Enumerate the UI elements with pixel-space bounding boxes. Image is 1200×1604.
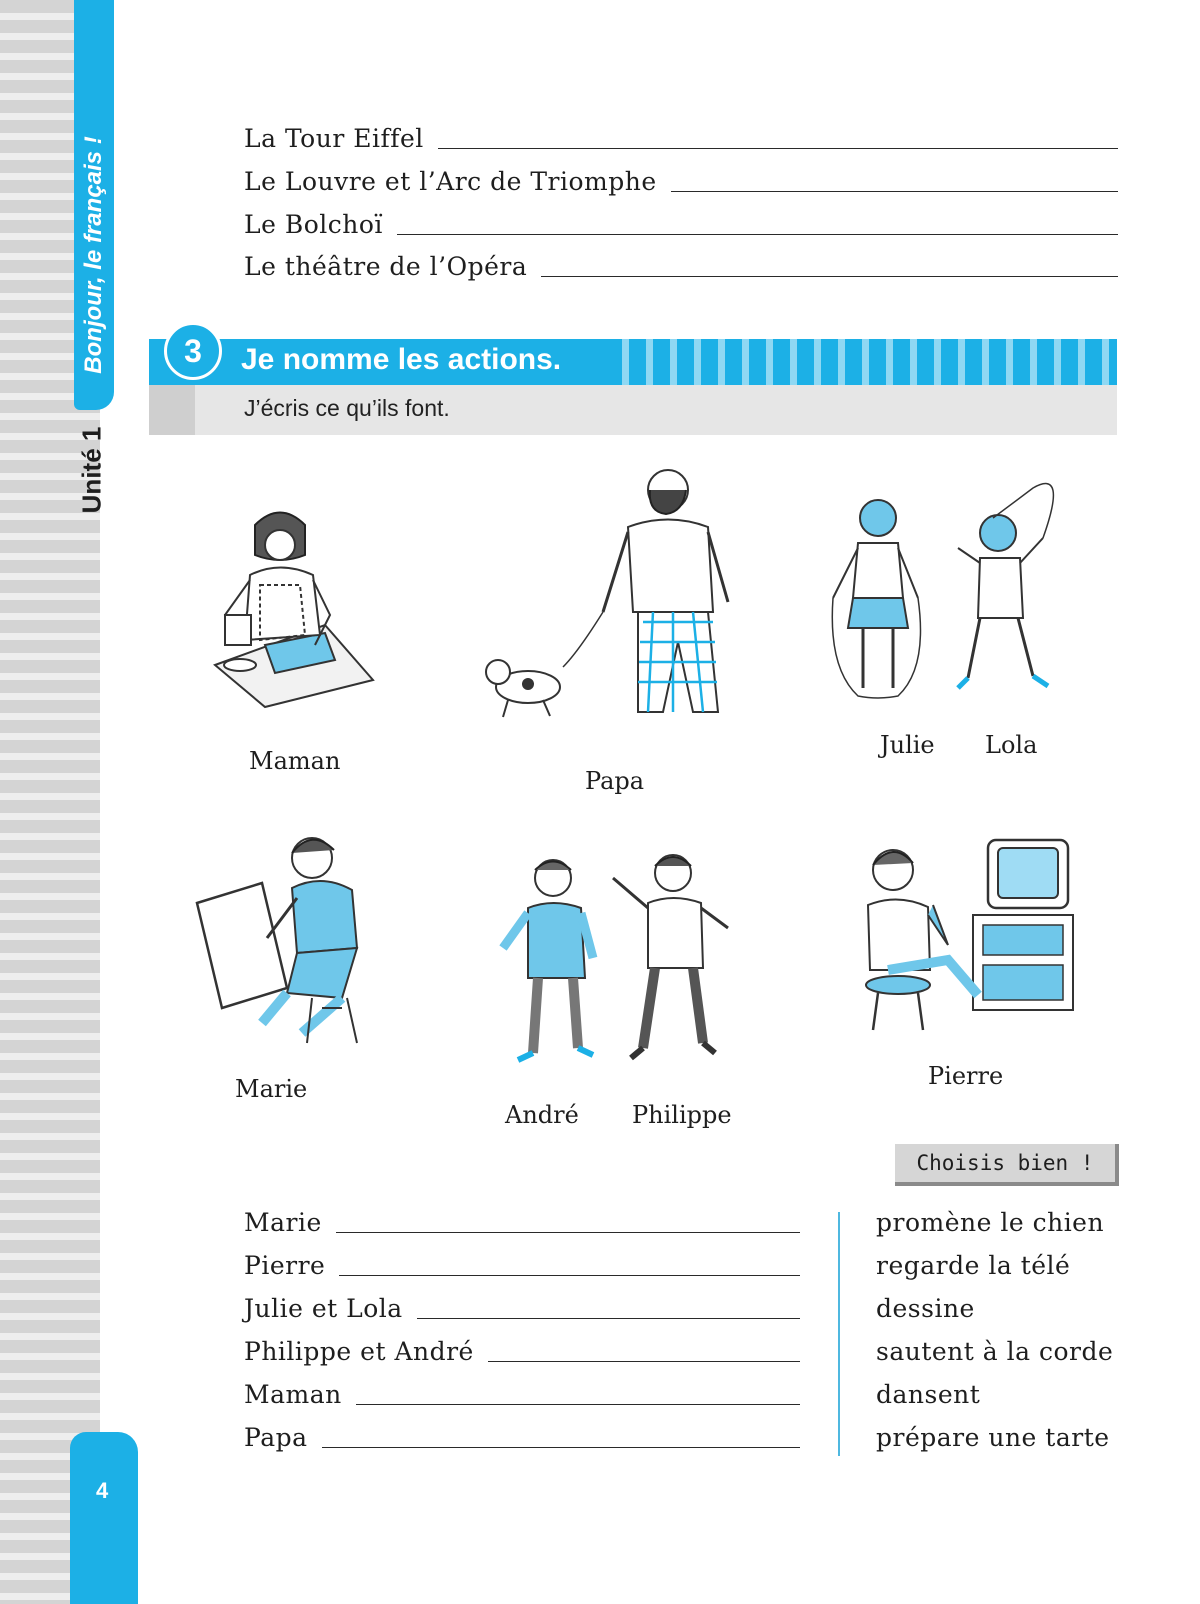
action-option: prépare une tarte bbox=[876, 1423, 1110, 1452]
caption-philippe: Philippe bbox=[632, 1101, 732, 1129]
answer-line[interactable] bbox=[671, 191, 1118, 192]
papa-walking-dog-illustration bbox=[468, 462, 758, 742]
answer-row bbox=[244, 1251, 800, 1280]
maman-baking-illustration bbox=[205, 495, 375, 710]
answer-subject: Julie et Lola bbox=[244, 1294, 403, 1323]
marie-drawing-illustration bbox=[192, 828, 377, 1058]
exercise-number: 3 bbox=[164, 322, 222, 380]
action-option: regarde la télé bbox=[876, 1251, 1071, 1280]
column-divider bbox=[838, 1212, 840, 1456]
answer-row bbox=[244, 1337, 800, 1366]
caption-julie: Julie bbox=[880, 731, 935, 759]
caption-papa: Papa bbox=[585, 767, 645, 795]
answer-line[interactable] bbox=[356, 1404, 800, 1405]
answer-subject: Marie bbox=[244, 1208, 322, 1237]
page-number-tab bbox=[70, 1432, 138, 1604]
action-option: dansent bbox=[876, 1380, 981, 1409]
answer-subject: Maman bbox=[244, 1380, 342, 1409]
landmark-label: Le Louvre et l’Arc de Triomphe bbox=[244, 167, 657, 196]
pierre-watching-tv-illustration bbox=[858, 835, 1088, 1035]
landmark-row bbox=[244, 124, 1118, 153]
landmark-label: Le théâtre de l’Opéra bbox=[244, 252, 528, 281]
hint-box: Choisis bien ! bbox=[895, 1144, 1119, 1186]
julie-lola-jump-rope-illustration bbox=[818, 478, 1088, 708]
action-option: sautent à la corde bbox=[876, 1337, 1114, 1366]
instruction-bar-edge bbox=[149, 385, 195, 435]
spine-title: Bonjour, le français ! bbox=[80, 136, 107, 374]
caption-maman: Maman bbox=[249, 747, 341, 775]
landmark-row bbox=[244, 252, 1118, 281]
exercise-header bbox=[149, 339, 1117, 385]
answer-line[interactable] bbox=[417, 1318, 800, 1319]
answer-row bbox=[244, 1294, 800, 1323]
answer-subject: Pierre bbox=[244, 1251, 326, 1280]
instruction-bar bbox=[149, 385, 1117, 435]
answer-row bbox=[244, 1208, 800, 1237]
answer-line[interactable] bbox=[397, 234, 1118, 235]
answer-subject: Philippe et André bbox=[244, 1337, 474, 1366]
unit-label: Unité 1 bbox=[76, 426, 107, 514]
page-number: 4 bbox=[96, 1478, 109, 1503]
landmark-label: Le Bolchoï bbox=[244, 210, 383, 239]
exercise-title: Je nomme les actions. bbox=[241, 343, 562, 376]
caption-andre: André bbox=[505, 1101, 579, 1129]
andre-philippe-dancing-illustration bbox=[493, 848, 743, 1083]
answer-subject: Papa bbox=[244, 1423, 308, 1452]
caption-lola: Lola bbox=[985, 731, 1038, 759]
action-option: promène le chien bbox=[876, 1208, 1105, 1237]
answer-line[interactable] bbox=[438, 148, 1118, 149]
answer-line[interactable] bbox=[322, 1447, 800, 1448]
caption-pierre: Pierre bbox=[928, 1062, 1004, 1090]
answer-line[interactable] bbox=[339, 1275, 800, 1276]
answer-line[interactable] bbox=[336, 1232, 800, 1233]
answer-row bbox=[244, 1423, 800, 1452]
exercise-instruction: J’écris ce qu’ils font. bbox=[244, 395, 450, 421]
landmark-row bbox=[244, 167, 1118, 196]
answer-line[interactable] bbox=[488, 1361, 800, 1362]
caption-marie: Marie bbox=[235, 1075, 308, 1103]
landmark-label: La Tour Eiffel bbox=[244, 124, 424, 153]
answer-line[interactable] bbox=[541, 276, 1118, 277]
answer-row bbox=[244, 1380, 800, 1409]
action-option: dessine bbox=[876, 1294, 975, 1323]
landmark-row bbox=[244, 210, 1118, 239]
